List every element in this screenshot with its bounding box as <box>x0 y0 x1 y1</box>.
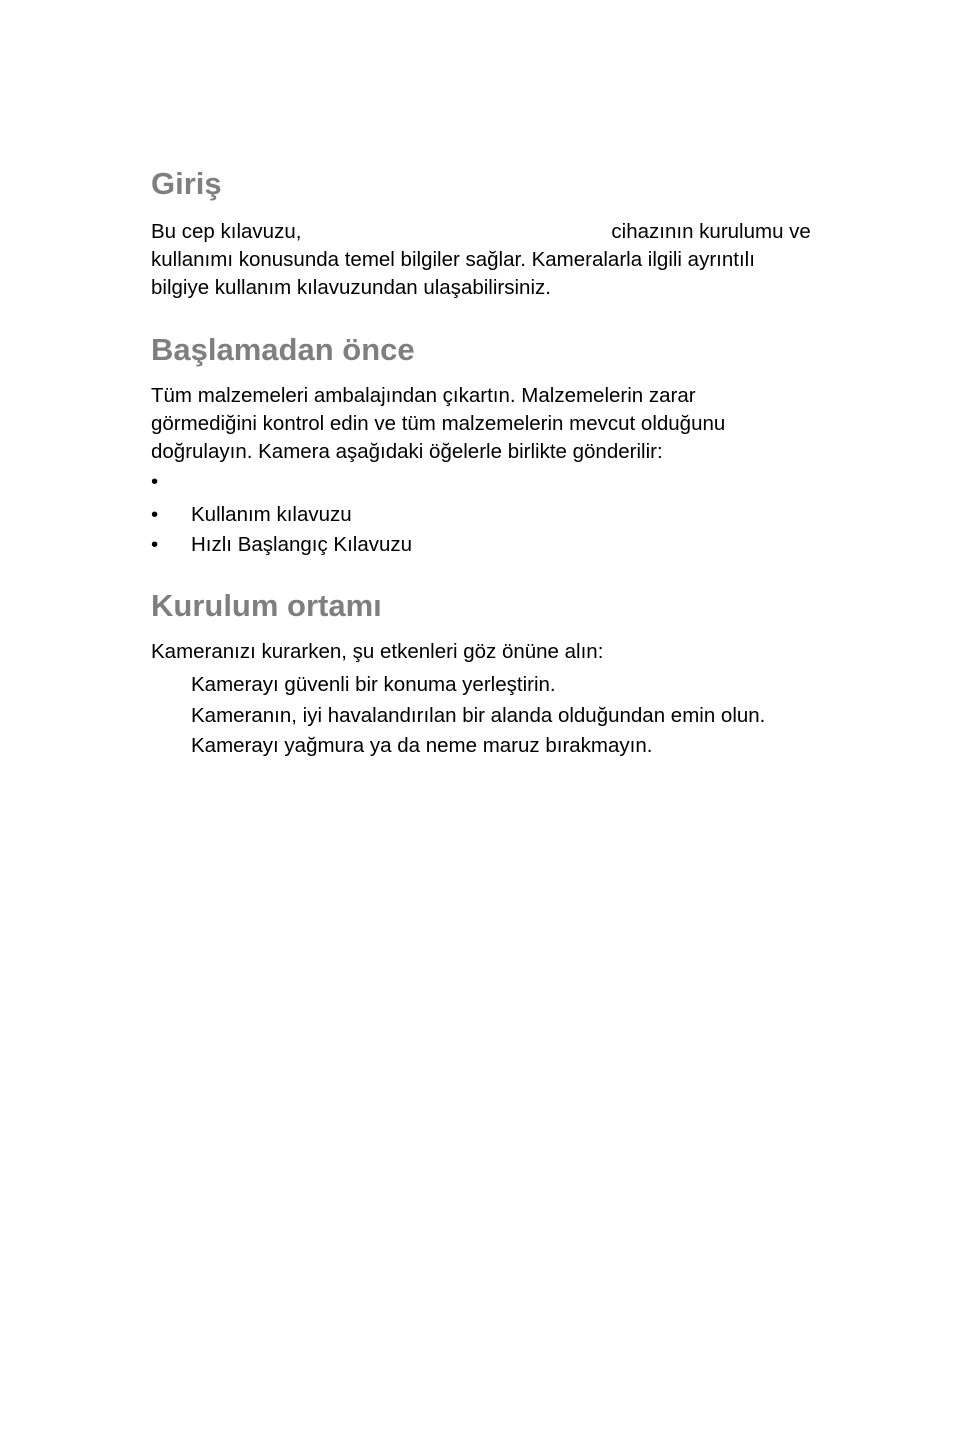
list-item-text: Hızlı Başlangıç Kılavuzu <box>191 533 413 556</box>
intro-line-3: bilgiye kullanım kılavuzundan ulaşabilirsiniz. <box>151 276 551 299</box>
list-item: Kameranın, iyi havalandırılan bir alanda olduğundan emin olun. <box>191 704 766 727</box>
intro-line-1-end: cihazının kurulumu ve <box>611 220 811 243</box>
install-env-intro: Kameranızı kurarken, şu etkenleri göz önüne alın: <box>151 640 604 663</box>
intro-line-1-start: Bu cep kılavuzu, <box>151 220 302 243</box>
bullet-icon: • <box>151 470 159 493</box>
before-start-line-2: görmediğini kontrol edin ve tüm malzemelerin mevcut olduğunu <box>151 412 726 435</box>
intro-line-2: kullanımı konusunda temel bilgiler sağlar. Kameralarla ilgili ayrıntılı <box>151 248 755 271</box>
before-start-paragraph <box>151 382 725 466</box>
section-title-before-start: Başlamadan önce <box>151 332 415 367</box>
before-start-line-3: doğrulayın. Kamera aşağıdaki öğelerle birlikte gönderilir: <box>151 440 663 463</box>
list-item: Kamerayı yağmura ya da neme maruz bırakmayın. <box>191 734 653 757</box>
list-item: Kamerayı güvenli bir konuma yerleştirin. <box>191 673 556 696</box>
bullet-icon: • <box>151 533 159 556</box>
before-start-line-1: Tüm malzemeleri ambalajından çıkartın. Malzemelerin zarar <box>151 384 696 407</box>
bullet-icon: • <box>151 503 159 526</box>
intro-paragraph <box>151 218 811 302</box>
section-title-install-env: Kurulum ortamı <box>151 588 382 623</box>
section-title-intro: Giriş <box>151 166 222 201</box>
list-item-text: Kullanım kılavuzu <box>191 503 352 526</box>
intro-line-1 <box>151 218 811 246</box>
